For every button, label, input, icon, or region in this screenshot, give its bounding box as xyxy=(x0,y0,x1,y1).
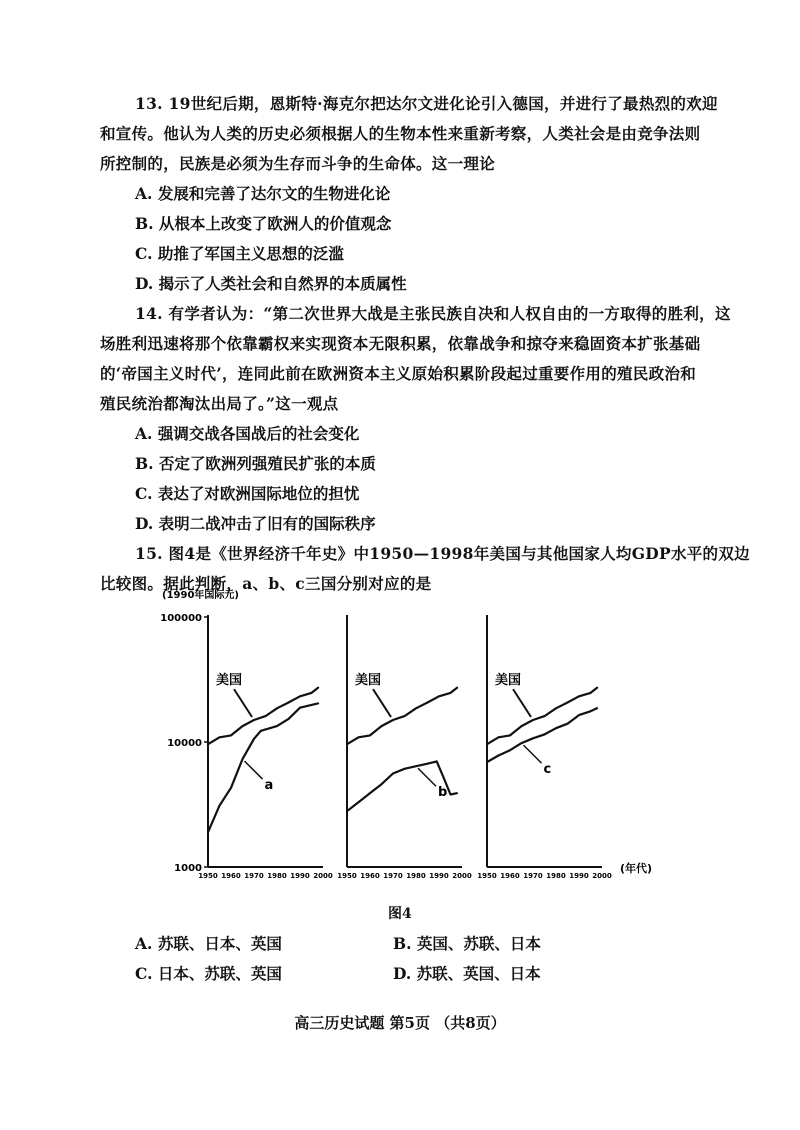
q13-option-a: A. 发展和完善了达尔文的生物进化论 xyxy=(135,184,391,203)
panel-2-series-b-point xyxy=(436,761,438,763)
x-tick-label: 1950 xyxy=(477,872,497,880)
q13-option-d: D. 揭示了人类社会和自然界的本质属性 xyxy=(135,274,407,293)
q14-option-b: B. 否定了欧洲列强殖民扩张的本质 xyxy=(135,454,376,473)
panel-3-series-c-point xyxy=(590,711,592,713)
q13-option-b: B. 从根本上改变了欧洲人的价值观念 xyxy=(135,214,392,233)
q15-option-c: C. 日本、苏联、英国 xyxy=(135,964,282,983)
panel-2-series-b-point xyxy=(443,777,445,779)
q15-line-2: 比较图。据此判断，a、b、c三国分别对应的是 xyxy=(100,574,432,593)
panel-3-usa-label: 美国 xyxy=(495,673,522,689)
panel-3-series-usa-point xyxy=(498,737,500,739)
panel-1-series-usa-point xyxy=(230,735,232,737)
panel-2-series-b-point xyxy=(358,801,360,803)
panel-2-series-b-point xyxy=(346,810,348,812)
x-tick-label: 2000 xyxy=(452,872,472,880)
q14-line-2: 场胜利迅速将那个依靠霸权来实现资本无限积累，依靠战争和掠夺来稳固资本扩张基础 xyxy=(100,334,701,353)
y-axis-unit-label: (1990年国际元) xyxy=(162,590,239,601)
panel-1-series-usa-point xyxy=(253,719,255,721)
q14-option-a: A. 强调交战各国战后的社会变化 xyxy=(135,424,360,443)
page-footer: 高三历史试题 第5页 （共8页） xyxy=(294,1014,506,1032)
q14-option-d: D. 表明二战冲击了旧有的国际秩序 xyxy=(135,514,376,533)
panel-2-series-b-point xyxy=(381,783,383,785)
panel-1-series-usa-point xyxy=(219,737,221,739)
panel-1-series-a-point xyxy=(242,758,244,760)
q14-option-c: C. 表达了对欧洲国际地位的担忧 xyxy=(135,484,360,503)
y-tick-label: 1000 xyxy=(174,863,202,874)
y-tick-label: 10000 xyxy=(167,738,202,749)
panel-1-label-pointer xyxy=(245,761,263,779)
panel-2-series-b-point xyxy=(450,794,452,796)
panel-1-series-a-point xyxy=(260,730,262,732)
figure-4-chart xyxy=(150,580,710,900)
panel-2-series-b-point xyxy=(415,765,417,767)
panel-3-series-usa-point xyxy=(567,702,569,704)
panel-2-series-b-point xyxy=(392,773,394,775)
panel-2-series-usa-point xyxy=(369,735,371,737)
x-tick-label: 1990 xyxy=(429,872,449,880)
panel-2-series-usa-point xyxy=(457,687,459,689)
y-tick-label: 100000 xyxy=(160,613,202,624)
panel-1-series-a-point xyxy=(276,725,278,727)
x-tick-label: 1960 xyxy=(360,872,380,880)
x-tick-label: 1980 xyxy=(406,872,426,880)
panel-3-series-c-point xyxy=(509,749,511,751)
panel-1-series-usa-point xyxy=(265,715,267,717)
panel-2-series-usa-point xyxy=(415,708,417,710)
panel-2-series-b-point xyxy=(457,792,459,794)
panel-2-series-label: b xyxy=(438,785,448,801)
panel-2-series-usa-point xyxy=(381,725,383,727)
x-tick-label: 1950 xyxy=(198,872,218,880)
q15-line-1: 15. 图4是《世界经济千年史》中1950—1998年美国与其他国家人均GDP水平的双边 xyxy=(135,544,750,563)
panel-3-series-c-point xyxy=(498,755,500,757)
q15-option-b: B. 英国、苏联、日本 xyxy=(393,934,541,953)
panel-1-series-usa-line xyxy=(208,688,318,745)
panel-1-series-a-point xyxy=(230,787,232,789)
panel-1-usa-label: 美国 xyxy=(216,673,243,689)
panel-2-series-usa-point xyxy=(450,692,452,694)
q14-line-1: 14. 有学者认为：“第二次世界大战是主张民族自决和人权自由的一方取得的胜利，这 xyxy=(135,304,731,323)
panel-1-series-a-line xyxy=(208,703,318,832)
q15-option-a: A. 苏联、日本、英国 xyxy=(135,934,282,953)
panel-3-series-usa-point xyxy=(509,735,511,737)
panel-3-series-usa-point xyxy=(597,687,599,689)
panel-1-series-usa-point xyxy=(288,702,290,704)
panel-3-series-usa-point xyxy=(555,708,557,710)
panel-1-series-a-point xyxy=(207,831,209,833)
q13-option-c: C. 助推了军国主义思想的泛滥 xyxy=(135,244,344,263)
panel-3-series-c-point xyxy=(597,707,599,709)
panel-3-series-usa-point xyxy=(521,725,523,727)
figure-caption: 图4 xyxy=(388,906,412,922)
q13-line-1: 13. 19世纪后期，恩斯特·海克尔把达尔文进化论引入德国，并进行了最热烈的欢迎 xyxy=(135,94,718,113)
x-tick-label: 1970 xyxy=(523,872,543,880)
x-tick-label: 1990 xyxy=(569,872,589,880)
q15-option-d: D. 苏联、英国、日本 xyxy=(393,964,541,983)
x-tick-label: 1970 xyxy=(244,872,264,880)
panel-1-series-a-point xyxy=(253,738,255,740)
q14-line-4: 殖民统治都淘汰出局了。”这一观点 xyxy=(100,394,339,413)
panel-3-series-label: c xyxy=(543,762,552,778)
panel-3-series-c-point xyxy=(486,761,488,763)
panel-1-series-a-point xyxy=(318,702,320,704)
panel-1-series-a-point xyxy=(311,704,313,706)
x-tick-label: 1960 xyxy=(500,872,520,880)
panel-1-series-label: a xyxy=(264,778,274,794)
panel-3-series-usa-point xyxy=(578,696,580,698)
panel-3-series-usa-point xyxy=(544,715,546,717)
q14-line-3: 的‘帝国主义时代’，连同此前在欧洲资本主义原始积累阶段起过重要作用的殖民政治和 xyxy=(100,364,696,383)
panel-3-series-c-point xyxy=(578,714,580,716)
panel-1-series-a-point xyxy=(299,707,301,709)
x-tick-label: 1980 xyxy=(267,872,287,880)
panel-1-series-usa-point xyxy=(318,687,320,689)
panel-3-series-usa-point xyxy=(532,719,534,721)
panel-3-series-c-point xyxy=(567,723,569,725)
panel-1-series-usa-point xyxy=(207,743,209,745)
panel-3-usa-arrow xyxy=(513,689,531,717)
panel-2-usa-label: 美国 xyxy=(355,673,382,689)
x-tick-label: 1990 xyxy=(290,872,310,880)
panel-2-series-usa-line xyxy=(347,688,457,745)
panel-1-series-a-point xyxy=(219,805,221,807)
q13-line-3: 所控制的，民族是必须为生存而斗争的生命体。这一理论 xyxy=(100,154,496,173)
panel-2-series-b-point xyxy=(369,792,371,794)
panel-3-label-pointer xyxy=(524,745,542,763)
panel-1-series-usa-point xyxy=(311,692,313,694)
panel-3-series-c-point xyxy=(544,734,546,736)
panel-2-series-b-point xyxy=(427,763,429,765)
panel-2-series-usa-point xyxy=(404,715,406,717)
x-tick-label: 1980 xyxy=(546,872,566,880)
panel-1-series-usa-point xyxy=(276,708,278,710)
x-tick-label: 1960 xyxy=(221,872,241,880)
panel-3-series-usa-point xyxy=(590,692,592,694)
panel-3-series-usa-point xyxy=(486,743,488,745)
panel-1-series-usa-point xyxy=(242,725,244,727)
panel-2-usa-arrow xyxy=(373,689,391,717)
q13-line-2: 和宣传。他认为人类的历史必须根据人的生物本性来重新考察，人类社会是由竞争法则 xyxy=(100,124,701,143)
x-tick-label: 1970 xyxy=(383,872,403,880)
x-tick-label: 2000 xyxy=(313,872,333,880)
x-tick-label: 2000 xyxy=(592,872,612,880)
panel-3-series-c-point xyxy=(521,742,523,744)
panel-3-series-c-point xyxy=(555,727,557,729)
panel-2-series-b-point xyxy=(404,768,406,770)
x-axis-unit-label: (年代) xyxy=(620,862,653,875)
panel-1-series-a-point xyxy=(288,718,290,720)
panel-2-series-usa-point xyxy=(392,719,394,721)
panel-2-series-usa-point xyxy=(438,696,440,698)
panel-1-series-usa-point xyxy=(299,696,301,698)
panel-2-series-usa-point xyxy=(358,737,360,739)
panel-2-series-usa-point xyxy=(346,743,348,745)
panel-2-label-pointer xyxy=(418,768,436,786)
x-tick-label: 1950 xyxy=(337,872,357,880)
panel-1-usa-arrow xyxy=(234,689,252,717)
panel-3-series-c-point xyxy=(532,738,534,740)
panel-2-series-usa-point xyxy=(427,702,429,704)
